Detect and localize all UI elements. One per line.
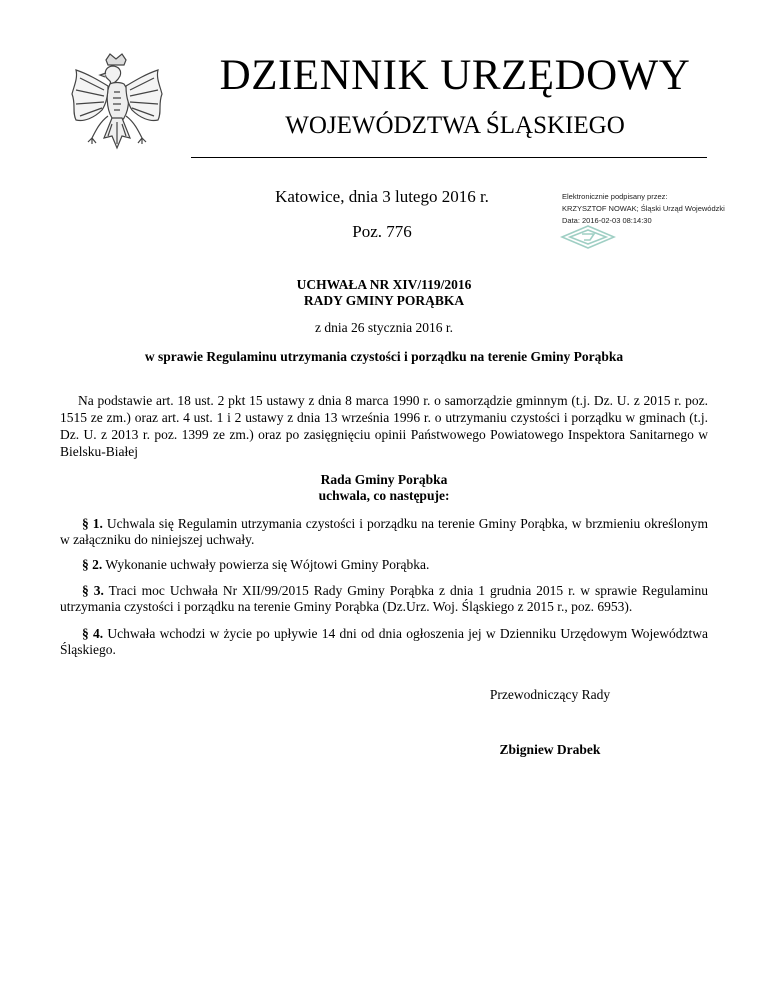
signature-validity-mark-icon — [560, 224, 616, 250]
signature-signer: KRZYSZTOF NOWAK; Śląski Urząd Wojewódzki — [562, 204, 725, 213]
paragraph-label: § 1. — [82, 516, 103, 531]
paragraph-3 — [60, 583, 708, 615]
paragraph-text: Wykonanie uchwały powierza się Wójtowi Gminy Porąbka. — [105, 557, 430, 572]
resolution-number: UCHWAŁA NR XIV/119/2016 — [296, 277, 472, 292]
paragraph-label: § 2. — [82, 557, 103, 572]
journal-subtitle: WOJEWÓDZTWA ŚLĄSKIEGO — [285, 112, 625, 139]
paragraph-1 — [60, 516, 708, 548]
resolution-date: z dnia 26 stycznia 2016 r. — [315, 320, 453, 335]
enacting-clause: uchwala, co następuje: — [318, 488, 450, 503]
enacting-body: Rada Gminy Porąbka — [320, 472, 448, 487]
resolution-title — [200, 277, 568, 309]
chairman-name: Zbigniew Drabek — [499, 742, 601, 757]
polish-eagle-emblem-icon — [62, 52, 170, 164]
chairman-role: Przewodniczący Rady — [489, 687, 611, 702]
paragraph-text: Traci moc Uchwała Nr XII/99/2015 Rady Gminy Porąbka z dnia 1 grudnia 2015 r. w sprawie Regulaminu utrzymania czystości i porządku na terenie Gminy Porąbka (Dz.Urz. Woj. Śląskiego z 2015 r., poz. 6953). — [60, 583, 708, 614]
signature-caption: Elektronicznie podpisany przez: — [562, 192, 668, 201]
paragraph-text: Uchwala się Regulamin utrzymania czystości i porządku na terenie Gminy Porąbka, w brzmieniu określonym w załączniku do niniejszej uchwały. — [60, 516, 709, 547]
publication-date: Katowice, dnia 3 lutego 2016 r. — [275, 187, 489, 206]
position-number: Poz. 776 — [352, 222, 412, 241]
header-divider — [191, 157, 707, 158]
enacting-formula — [200, 472, 568, 504]
paragraph-text: Uchwała wchodzi w życie po upływie 14 dni od dnia ogłoszenia jej w Dzienniku Urzędowym Województwa Śląskiego. — [60, 626, 709, 657]
paragraph-2 — [60, 557, 708, 573]
paragraph-label: § 3. — [82, 583, 104, 598]
resolution-subject: w sprawie Regulaminu utrzymania czystości i porządku na terenie Gminy Porąbka — [144, 349, 624, 364]
preamble-text: Na podstawie art. 18 ust. 2 pkt 15 ustawy z dnia 8 marca 1990 r. o samorządzie gminnym (t.j. Dz. U. z 2015 r. poz. 1515 ze zm.) oraz art. 4 ust. 1 i 2 ustawy z dnia 13 września 1996 r. o utrzymaniu czystości i porządku w gminach (t.j. Dz. U. z 2013 r. poz. 1399 ze zm.) oraz po zasięgnięciu opinii Państwowego Powiatowego Inspektora Sanitarnego w Bielsku-Białej — [60, 393, 708, 459]
signature-date: Data: 2016-02-03 08:14:30 — [562, 216, 652, 225]
paragraph-4 — [60, 626, 708, 658]
journal-title: DZIENNIK URZĘDOWY — [219, 52, 691, 99]
resolution-council: RADY GMINY PORĄBKA — [303, 293, 465, 308]
paragraph-label: § 4. — [82, 626, 104, 641]
